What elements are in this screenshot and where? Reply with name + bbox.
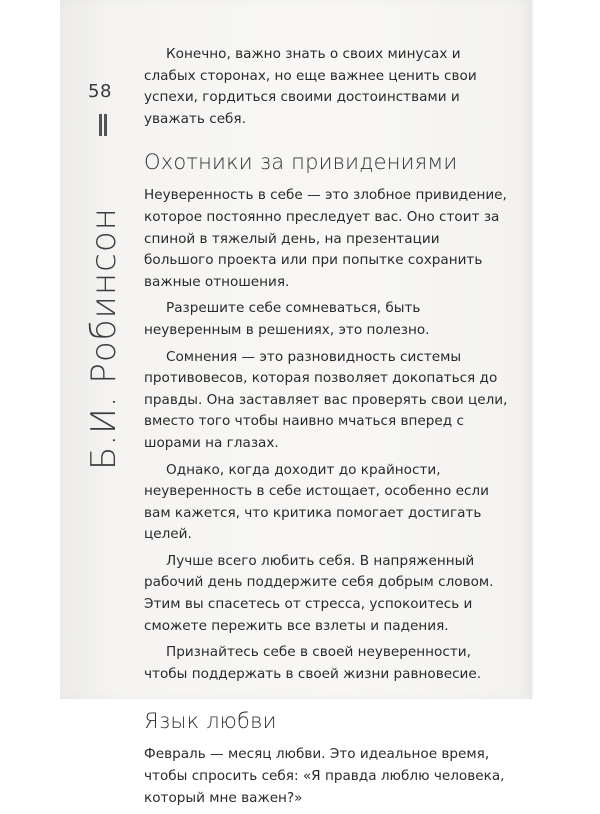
paragraph: Февраль — месяц любви. Это идеальное время, чтобы спросить себя: «Я правда люблю человека, который мне важен?» <box>144 746 505 806</box>
author-name: Б.И. Робинсон <box>84 207 124 470</box>
page-number: 58 <box>88 81 112 102</box>
paragraph: Однако, когда доходит до крайности, неуверенность в себе истощает, особенно если вам кажется, что критика помогает достигать целей. <box>144 461 489 543</box>
section-title-love-language: Язык любви <box>144 709 277 734</box>
paragraph: Неуверенность в себе — это злобное привидение, которое постоянно преследует вас. Оно стоит за спиной в тяжелый день, на презентации большого проекта или при попытке сохранить важные отношения. <box>144 187 507 290</box>
paragraph: Лучше всего любить себя. В напряженный рабочий день поддержите себя добрым словом. Этим вы спасетесь от стресса, успокоитесь и сможете пережить все взлеты и падения. <box>144 552 494 634</box>
running-head-bar <box>104 114 107 136</box>
section-title-ghostbusters: Охотники за привидениями <box>144 150 458 175</box>
page-edge <box>530 0 534 699</box>
running-head-bar <box>99 114 102 136</box>
paragraph: Признайтесь себе в своей неуверенности, чтобы поддержать в своей жизни равновесие. <box>144 644 482 682</box>
paragraph: Сомнения — это разновидность системы противовесов, которая позволяет докопаться до правды. Она заставляет вас проверять свои цели, вместо того чтобы наивно мчаться вперед с шорами на глазах. <box>144 348 508 451</box>
intro-paragraph: Конечно, важно знать о своих минусах и слабых сторонах, но еще важнее ценить свои успехи, гордиться своими достоинствами и уважать себя. <box>144 46 477 127</box>
paragraph: Разрешите себе сомневаться, быть неуверенным в решениях, это полезно. <box>144 300 430 338</box>
running-head <box>64 40 128 600</box>
